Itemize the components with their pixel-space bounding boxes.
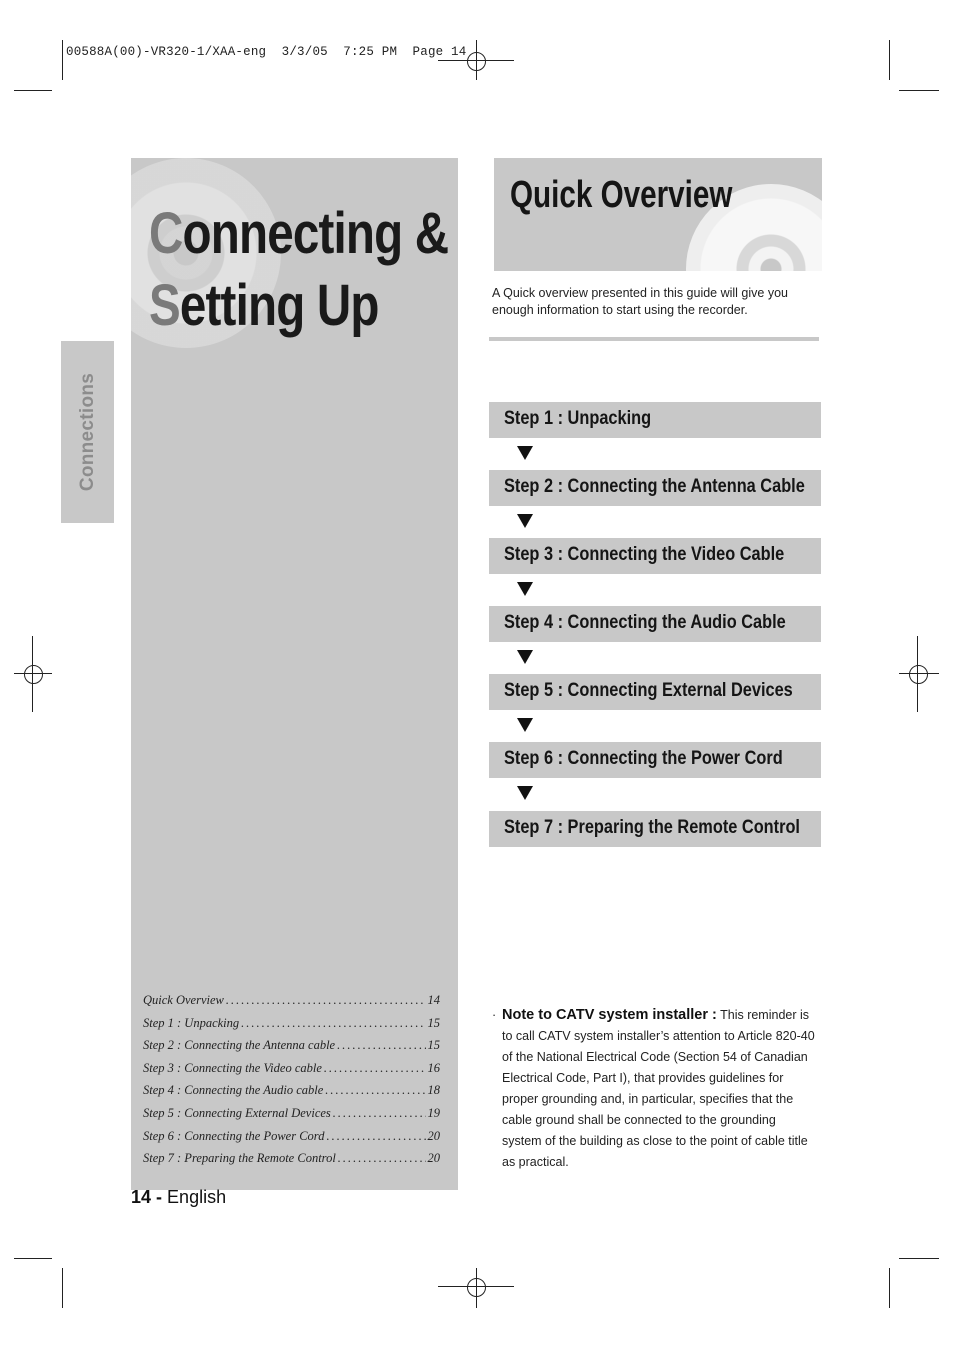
toc-page: 20 [427, 1128, 440, 1143]
down-arrow-icon [517, 446, 533, 460]
title-initial-c: C [149, 201, 183, 266]
toc-row[interactable] [143, 1151, 440, 1174]
toc-row[interactable] [143, 1061, 440, 1084]
toc-leader [241, 1016, 425, 1031]
down-arrow-icon [517, 582, 533, 596]
section-side-tab [61, 341, 114, 523]
toc-row[interactable] [143, 1038, 440, 1061]
toc-label: Step 2 : Connecting the Antenna cable [143, 1038, 336, 1053]
chapter-title [149, 198, 448, 342]
toc-label: Step 3 : Connecting the Video cable [143, 1060, 322, 1075]
step-label: Step 7 : Preparing the Remote Control [504, 817, 800, 838]
down-arrow-icon [517, 786, 533, 800]
toc-row[interactable] [143, 1016, 440, 1039]
toc-page: 14 [427, 993, 440, 1007]
toc-row[interactable] [143, 1129, 440, 1152]
toc-leader [333, 1106, 426, 1121]
toc-row[interactable] [143, 1083, 440, 1106]
note-bullet: · [492, 1008, 497, 1022]
toc-page: 16 [427, 1060, 440, 1075]
divider [489, 337, 819, 341]
toc-leader [337, 1038, 425, 1053]
toc-page: 18 [427, 1083, 440, 1098]
step-item [489, 674, 821, 710]
step-label: Step 5 : Connecting External Devices [504, 680, 793, 701]
toc-label: Step 1 : Unpacking [143, 1015, 240, 1030]
toc-label: Step 4 : Connecting the Audio cable [143, 1083, 324, 1098]
toc-label: Step 7 : Preparing the Remote Control [143, 1151, 336, 1166]
toc-label: Step 5 : Connecting External Devices [143, 1105, 331, 1120]
toc-leader [326, 1129, 425, 1144]
toc-page: 19 [427, 1105, 440, 1120]
down-arrow-icon [517, 650, 533, 664]
title-line2-rest: etting Up [179, 273, 379, 338]
overview-title: Quick Overview [510, 174, 733, 216]
step-item [489, 470, 821, 506]
toc-leader [324, 1061, 426, 1076]
toc-row[interactable] [143, 1106, 440, 1129]
toc-page: 20 [427, 1151, 440, 1166]
step-item [489, 811, 821, 847]
note-body: This reminder is to call CATV system installer’s attention to Article 820-40 of the National Electrical Code (Section 54 of Canadian Electrical Code, Part I), that provides guidelines for proper grounding and, in particular, specifies that the cable ground shall be connected to the grounding system of the building as close to the point of cable title as practical. [502, 1008, 815, 1169]
step-item [489, 538, 821, 574]
page-number [131, 1187, 226, 1208]
table-of-contents [143, 993, 440, 1174]
step-label: Step 4 : Connecting the Audio Cable [504, 612, 786, 633]
step-item [489, 742, 821, 778]
overview-intro: A Quick overview presented in this guide will give you enough information to start using the recorder. [492, 286, 788, 317]
toc-leader [325, 1083, 425, 1098]
title-initial-s: S [149, 273, 180, 338]
toc-page: 15 [427, 1038, 440, 1053]
toc-page: 15 [427, 1015, 440, 1030]
step-label: Step 1 : Unpacking [504, 408, 652, 429]
print-header: 00588A(00)-VR320-1/XAA-eng 3/3/05 7:25 PM Page 14 [66, 45, 467, 59]
step-item [489, 402, 821, 438]
side-tab-label: Connections [76, 372, 98, 492]
toc-label: Quick Overview [143, 993, 224, 1007]
toc-leader [226, 993, 426, 1008]
down-arrow-icon [517, 514, 533, 528]
page-number-value: 14 - [131, 1187, 163, 1207]
catv-note [492, 1005, 818, 1173]
page-language: English [167, 1187, 227, 1207]
chapter-panel [131, 158, 458, 1190]
toc-row[interactable] [143, 993, 440, 1016]
overview-header-box [494, 158, 822, 271]
step-label: Step 6 : Connecting the Power Cord [504, 748, 783, 769]
down-arrow-icon [517, 718, 533, 732]
toc-label: Step 6 : Connecting the Power Cord [143, 1128, 325, 1143]
note-heading: Note to CATV system installer : [502, 1007, 717, 1023]
toc-leader [338, 1151, 426, 1166]
step-label: Step 3 : Connecting the Video Cable [504, 544, 785, 565]
note-text [502, 1005, 818, 1173]
step-label: Step 2 : Connecting the Antenna Cable [504, 476, 805, 497]
step-item [489, 606, 821, 642]
title-line1-rest: onnecting & [182, 201, 449, 266]
